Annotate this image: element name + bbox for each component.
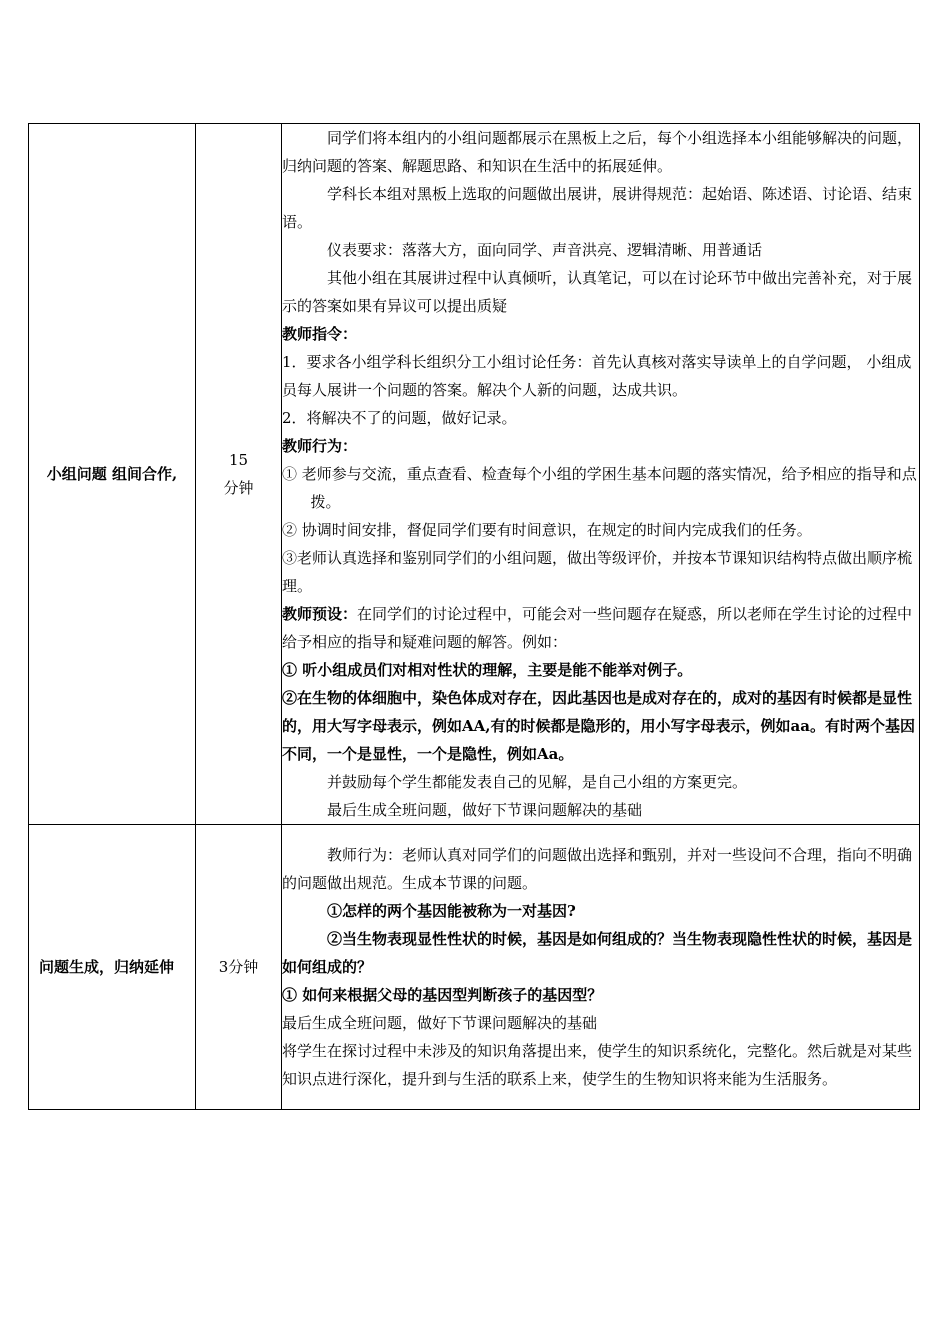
preset-example: ②在生物的体细胞中，染色体成对存在，因此基因也是成对存在的，成对的基因有时候都是显性的，用大写字母表示，例如AA,有的时候都是隐形的，用小写字母表示，例如aa。有时两个基因不同，一个是显性，一个是隐性，例如Aa。	[282, 689, 915, 763]
time-label: 3分钟	[218, 958, 259, 976]
instruction-item: 2．将解决不了的问题，做好记录。	[282, 409, 517, 427]
time-cell	[196, 124, 282, 825]
table-row	[29, 825, 920, 1110]
closing-paragraph: 最后生成全班问题，做好下节课问题解决的基础	[327, 801, 643, 819]
question-item: ①怎样的两个基因能被称为一对基因?	[327, 902, 576, 920]
content-cell	[282, 825, 920, 1110]
instruction-item: 1．要求各小组学科长组织分工小组讨论任务：首先认真核对落实导读单上的自学问题， 小组成员每人展讲一个问题的答案。解决个人新的问题，达成共识。	[282, 353, 912, 399]
preset-label: 教师预设：	[282, 605, 358, 623]
preset-example: ① 听小组成员们对相对性状的理解，主要是能不能举对例子。	[282, 661, 693, 679]
stage-label: 问题生成，归纳延伸	[39, 958, 175, 976]
preset-text: 在同学们的讨论过程中，可能会对一些问题存在疑惑，所以老师在学生讨论的过程中给予相应的指导和疑难问题的解答。例如：	[282, 605, 913, 651]
stage-cell	[29, 124, 196, 825]
time-unit: 分钟	[223, 479, 254, 497]
stage-cell	[29, 825, 196, 1110]
paragraph: 仪表要求：落落大方，面向同学、声音洪亮、逻辑清晰、用普通话	[327, 241, 763, 259]
content-cell	[282, 124, 920, 825]
time-cell	[196, 825, 282, 1110]
behavior-item: ① 老师参与交流，重点查看、检查每个小组的学困生基本问题的落实情况，给予相应的指导和点拨。	[282, 465, 917, 511]
table-row	[29, 124, 920, 825]
lesson-plan-table	[28, 123, 920, 1110]
preset-paragraph	[282, 600, 919, 656]
question-item: ②当生物表现显性性状的时候，基因是如何组成的？当生物表现隐性性状的时候，基因是如何组成的？	[282, 930, 913, 976]
stage-label: 小组问题 组间合作,	[46, 465, 178, 483]
instruction-heading: 教师指令：	[282, 325, 358, 343]
intro-paragraph: 教师行为：老师认真对同学们的问题做出选择和甄别，并对一些设问不合理，指向不明确的问题做出规范。生成本节课的问题。	[282, 846, 913, 892]
question-item: ① 如何来根据父母的基因型判断孩子的基因型？	[282, 986, 603, 1004]
time-number: 15	[228, 451, 249, 469]
closing-paragraph: 并鼓励每个学生都能发表自己的见解，是自己小组的方案更完。	[327, 773, 748, 791]
closing-paragraph: 最后生成全班问题，做好下节课问题解决的基础	[282, 1014, 598, 1032]
behavior-item: ② 协调时间安排，督促同学们要有时间意识，在规定的时间内完成我们的任务。	[282, 521, 812, 539]
paragraph: 学科长本组对黑板上选取的问题做出展讲，展讲得规范：起始语、陈述语、讨论语、结束语。	[282, 185, 913, 231]
paragraph: 同学们将本组内的小组问题都展示在黑板上之后，每个小组选择本小组能够解决的问题，归纳问题的答案、解题思路、和知识在生活中的拓展延伸。	[282, 129, 913, 175]
behavior-heading: 教师行为：	[282, 437, 358, 455]
paragraph: 其他小组在其展讲过程中认真倾听，认真笔记，可以在讨论环节中做出完善补充，对于展示的答案如果有异议可以提出质疑	[282, 269, 913, 315]
behavior-item: ③老师认真选择和鉴别同学们的小组问题，做出等级评价，并按本节课知识结构特点做出顺序梳理。	[282, 549, 913, 595]
closing-paragraph: 将学生在探讨过程中未涉及的知识角落提出来，使学生的知识系统化，完整化。然后就是对某些知识点进行深化，提升到与生活的联系上来，使学生的生物知识将来能为生活服务。	[282, 1042, 913, 1088]
